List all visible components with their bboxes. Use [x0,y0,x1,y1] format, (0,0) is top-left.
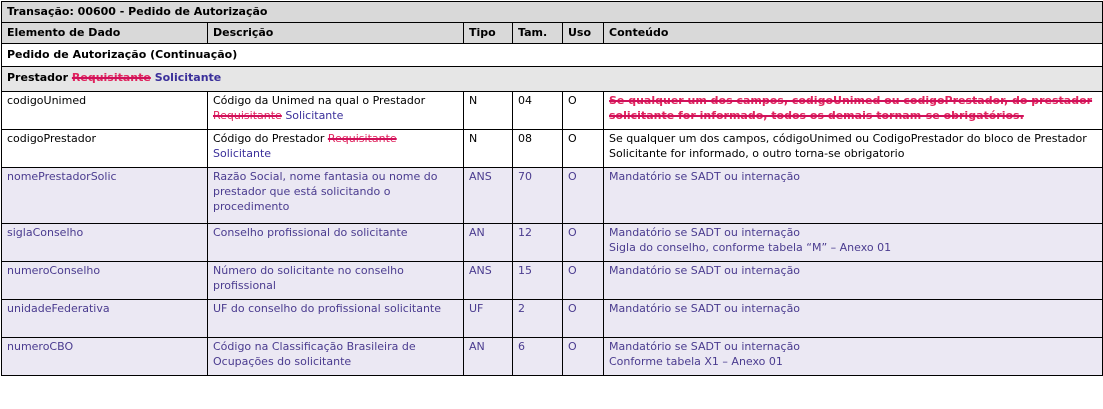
header-tam: Tam. [513,23,563,44]
header-conteudo: Conteúdo [604,23,1103,44]
cell-tam: 08 [513,130,563,168]
header-uso: Uso [563,23,604,44]
cell-conteudo [604,92,1103,130]
conteudo-line: Conforme tabela X1 – Anexo 01 [609,355,783,368]
data-element-table [1,1,1103,376]
cell-descricao [208,130,464,168]
header-row [2,23,1103,44]
descricao-deleted: Requisitante [213,109,282,122]
cell-elemento: numeroConselho [2,262,208,300]
cell-conteudo [604,338,1103,376]
cell-uso: O [563,92,604,130]
header-descricao: Descrição [208,23,464,44]
descricao-inserted: Solicitante [213,147,272,160]
cell-conteudo: Mandatório se SADT ou internação [604,300,1103,338]
conteudo-line: Mandatório se SADT ou internação [609,226,801,239]
cell-uso: O [563,224,604,262]
header-elemento: Elemento de Dado [2,23,208,44]
cell-tipo: ANS [464,168,513,224]
cell-conteudo: Mandatório se SADT ou internação [604,168,1103,224]
cell-conteudo: Se qualquer um dos campos, códigoUnimed ou CodigoPrestador do bloco de Prestador Solicitante for informado, o outro torna-se obrigatorio [604,130,1103,168]
cell-uso: O [563,338,604,376]
table-row [2,224,1103,262]
conteudo-line: Mandatório se SADT ou internação [609,340,801,353]
subsection-inserted: Solicitante [154,71,222,84]
descricao-deleted: Requisitante [327,132,397,145]
cell-tipo: AN [464,338,513,376]
table-row [2,300,1103,338]
cell-descricao [208,92,464,130]
descricao-text: Código do Prestador [213,132,325,145]
table-row [2,130,1103,168]
cell-tipo: N [464,130,513,168]
subsection-title [2,67,1103,92]
cell-tipo: AN [464,224,513,262]
cell-elemento: nomePrestadorSolic [2,168,208,224]
cell-tam: 04 [513,92,563,130]
table-row [2,262,1103,300]
descricao-inserted: Solicitante [285,109,344,122]
subsection-deleted: Requisitante [71,71,151,84]
subsection-row [2,67,1103,92]
table-row [2,168,1103,224]
cell-elemento: codigoUnimed [2,92,208,130]
cell-uso: O [563,262,604,300]
cell-tipo: UF [464,300,513,338]
cell-elemento: unidadeFederativa [2,300,208,338]
cell-uso: O [563,168,604,224]
table-row [2,92,1103,130]
cell-descricao: Conselho profissional do solicitante [208,224,464,262]
subsection-prefix: Prestador [7,71,69,84]
cell-elemento: codigoPrestador [2,130,208,168]
cell-tipo: ANS [464,262,513,300]
section-row [2,44,1103,67]
section-title: Pedido de Autorização (Continuação) [2,44,1103,67]
cell-descricao: Código na Classificação Brasileira de Ocupações do solicitante [208,338,464,376]
title-row [2,2,1103,23]
cell-conteudo: Mandatório se SADT ou internação [604,262,1103,300]
cell-tam: 12 [513,224,563,262]
cell-tam: 6 [513,338,563,376]
cell-descricao: Número do solicitante no conselho profissional [208,262,464,300]
cell-conteudo [604,224,1103,262]
cell-tam: 15 [513,262,563,300]
cell-elemento: siglaConselho [2,224,208,262]
cell-elemento: numeroCBO [2,338,208,376]
cell-tam: 2 [513,300,563,338]
cell-descricao: Razão Social, nome fantasia ou nome do prestador que está solicitando o procedimento [208,168,464,224]
header-tipo: Tipo [464,23,513,44]
table-row [2,338,1103,376]
cell-tam: 70 [513,168,563,224]
cell-tipo: N [464,92,513,130]
conteudo-line: Sigla do conselho, conforme tabela “M” – Anexo 01 [609,241,892,254]
table-title: Transação: 00600 - Pedido de Autorização [2,2,1103,23]
cell-uso: O [563,300,604,338]
descricao-text: Código da Unimed na qual o Prestador [213,94,426,107]
cell-uso: O [563,130,604,168]
conteudo-deleted: Se qualquer um dos campos, codigoUnimed ou codigoPrestador, do prestador solicitante for informado, todos os demais tornam-se obrigatórios. [609,94,1093,122]
cell-descricao: UF do conselho do profissional solicitante [208,300,464,338]
